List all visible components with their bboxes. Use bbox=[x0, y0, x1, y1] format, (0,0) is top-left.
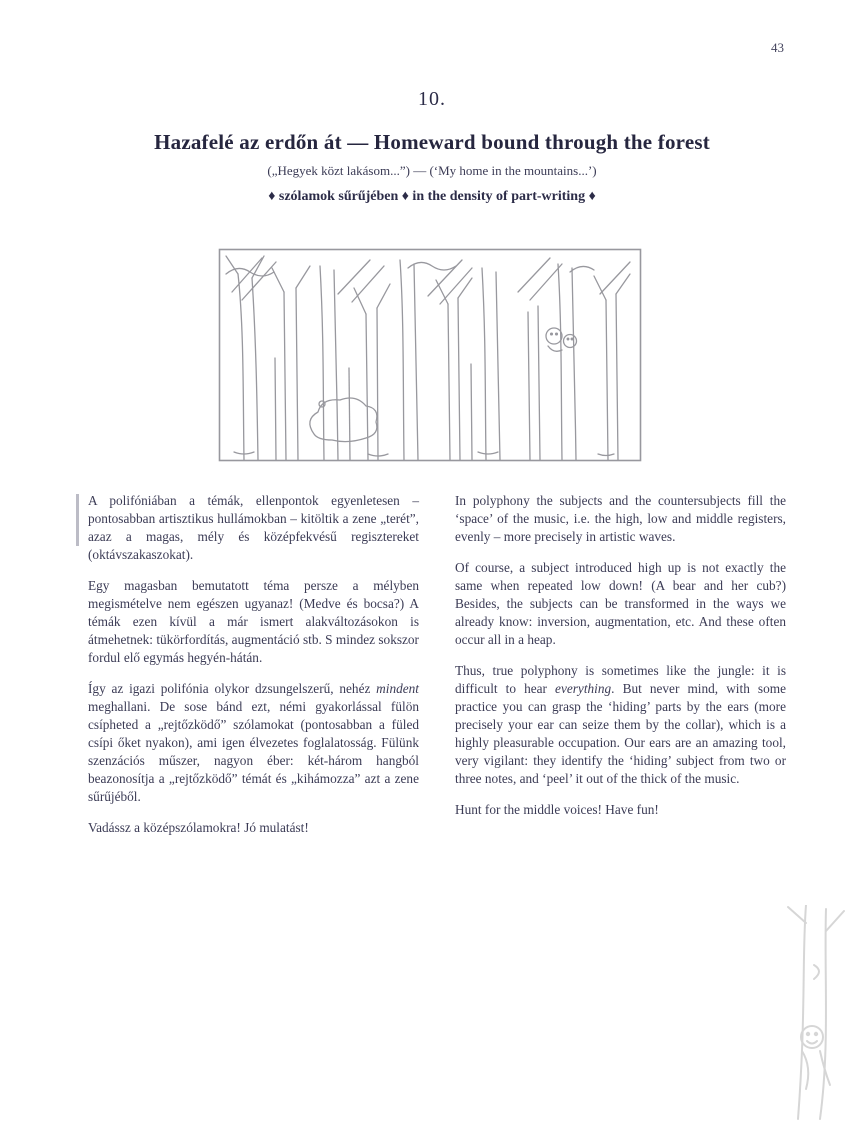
page-subtitle: („Hegyek közt lakásom...”) — (‘My home in the mountains...’) bbox=[267, 163, 597, 178]
text-run: Thus, true polyphony is sometimes like the jungle: it is difficult to hear bbox=[455, 663, 786, 696]
text-run: meghallani. De sose bánd ezt, némi gyakorlással fülön csípheted a „rejtőzködő” szólamokat (pontosabban a füled csípi őket nyakon), ami igen élvezetes foglalatosság. Fülünk szenzációs műszer, nagyon éber: két-három hangból beazonosítja a „rejtőzködő” témát és „kihámozza” azt a zene sűrűjéből. bbox=[88, 699, 419, 804]
text-run-italic: mindent bbox=[376, 681, 419, 696]
column-hungarian bbox=[88, 492, 419, 850]
chapter-number: 10. bbox=[418, 88, 446, 110]
paragraph: In polyphony the subjects and the countersubjects fill the ‘space’ of the music, i.e. the high, low and middle registers, evenly – more precisely in artistic waves. bbox=[455, 493, 786, 544]
text-run-italic: everything bbox=[555, 681, 612, 696]
page-title: Hazafelé az erdőn át — Homeward bound through the forest bbox=[154, 130, 710, 154]
text-run: Így az igazi polifónia olykor dzsungelszerű, nehéz bbox=[88, 681, 377, 696]
forest-illustration bbox=[218, 248, 642, 462]
paragraph bbox=[88, 680, 419, 806]
paragraph: A polifóniában a témák, ellenpontok egyenletesen – pontosabban artisztikus hullámokban – kitöltik a zene „terét”, azaz a magas, mély és középfekvésű regisztereket (oktávszakaszokat). bbox=[88, 493, 419, 562]
column-english bbox=[455, 492, 786, 850]
margin-rule bbox=[76, 494, 79, 546]
text-run: . But never mind, with some practice you can grasp the ‘hiding’ parts by the ears (more precisely your ear can seize them by the collar), which is a highly pleasurable occupation. Our ears are an amazing tool, very vigilant: they identify the ‘hiding’ subject from two or three notes, and ‘peel’ it out of the thick of the music. bbox=[455, 681, 786, 786]
corner-sketch-svg bbox=[754, 905, 850, 1120]
paragraph bbox=[455, 662, 786, 788]
corner-sketch bbox=[754, 905, 850, 1120]
paragraph: Egy magasban bemutatott téma persze a mélyben megismételve nem egészen ugyanaz! (Medve és bocsa?) A témák ezen kívül a már ismert alakváltozásokon is átmehetnek: tükörfordítás, augmentáció stb. S mindez sokszor fordul elő egymás hegyén-hátán. bbox=[88, 578, 419, 665]
tagline: ♦ szólamok sűrűjében ♦ in the density of part-writing ♦ bbox=[268, 189, 596, 204]
paragraph: Hunt for the middle voices! Have fun! bbox=[455, 802, 659, 817]
text-columns bbox=[88, 492, 786, 850]
paragraph: Vadássz a középszólamokra! Jó mulatást! bbox=[88, 820, 309, 835]
forest-sketch-svg bbox=[218, 248, 642, 462]
paragraph: Of course, a subject introduced high up is not exactly the same when repeated low down! (A bear and her cub?) Besides, the subjects can be transformed in the ways we already know: inversion, augmentation, etc. And these often occur all in a heap. bbox=[455, 560, 786, 647]
page-number: 43 bbox=[771, 40, 784, 55]
